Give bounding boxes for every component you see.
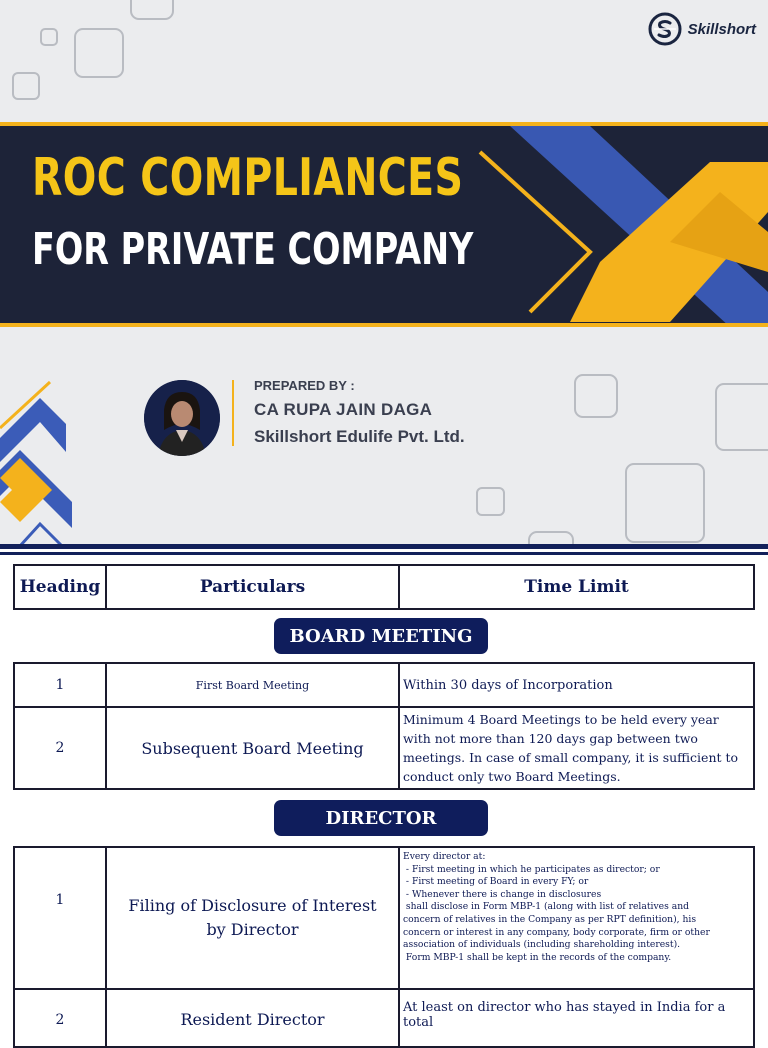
row-particular: Resident Director [105,988,400,1048]
chevron-decor [0,378,120,548]
header-particulars: Particulars [105,564,400,610]
decor-square [40,28,58,46]
prepared-label: PREPARED BY : [254,378,355,393]
author-company: Skillshort Edulife Pvt. Ltd. [254,427,465,446]
row-particular: Filing of Disclosure of Interest by Director [105,846,400,990]
disclosure-line: Form MBP-1 shall be kept in the records of the company. [403,951,672,963]
divider-stripe [0,544,768,549]
author-name: CA RUPA JAIN DAGA [254,400,433,419]
decor-square [625,463,705,543]
row-number: 2 [13,706,107,790]
row-number: 2 [13,988,107,1048]
section-title-board-meeting: BOARD MEETING [274,618,488,654]
header-time-limit: Time Limit [398,564,755,610]
decor-square [12,72,40,100]
disclosure-line: - Whenever there is change in disclosures [403,888,602,900]
decor-square [476,487,505,516]
page-title: ROC COMPLIANCES [32,148,464,208]
row-number: 1 [13,662,107,708]
disclosure-line: - First meeting in which he participates as director; or [403,863,660,875]
s-logo-icon [648,12,682,46]
disclosure-line: - First meeting of Board in every FY; or [403,876,589,888]
row-particular: Subsequent Board Meeting [105,706,400,790]
row-particular: First Board Meeting [105,662,400,708]
row-time-limit: At least on director who has stayed in India for a total [398,988,755,1048]
brand-name: Skillshort [687,20,756,38]
section-title-director: DIRECTOR [274,800,488,836]
brand [648,12,756,46]
decor-square [715,383,768,451]
disclosure-line: association of individuals (including shareholding interest). [403,939,681,951]
decor-square [130,0,174,20]
disclosure-line: Every director at: [403,851,486,862]
header-heading: Heading [13,564,107,610]
disclosure-line: concern of relatives in the Company as per RPT definition), his [403,913,697,925]
avatar [144,380,220,456]
decor-square [74,28,124,78]
divider-stripe [0,552,768,555]
row-time-limit [398,846,755,990]
arrow-decor [470,122,768,327]
author-divider [232,380,234,446]
row-number: 1 [13,846,107,990]
row-time-limit: Within 30 days of Incorporation [398,662,755,708]
page-subtitle: FOR PRIVATE COMPANY [32,224,474,275]
title-banner [0,122,768,327]
decor-square [574,374,618,418]
disclosure-line: shall disclose in Form MBP-1 (along with list of relatives and [403,901,690,913]
row-time-limit: Minimum 4 Board Meetings to be held every year with not more than 120 days gap between two meetings. In case of small company, it is sufficient to conduct only two Board Meetings. [398,706,755,790]
disclosure-line: concern or interest in any company, body corporate, firm or other [403,926,710,938]
